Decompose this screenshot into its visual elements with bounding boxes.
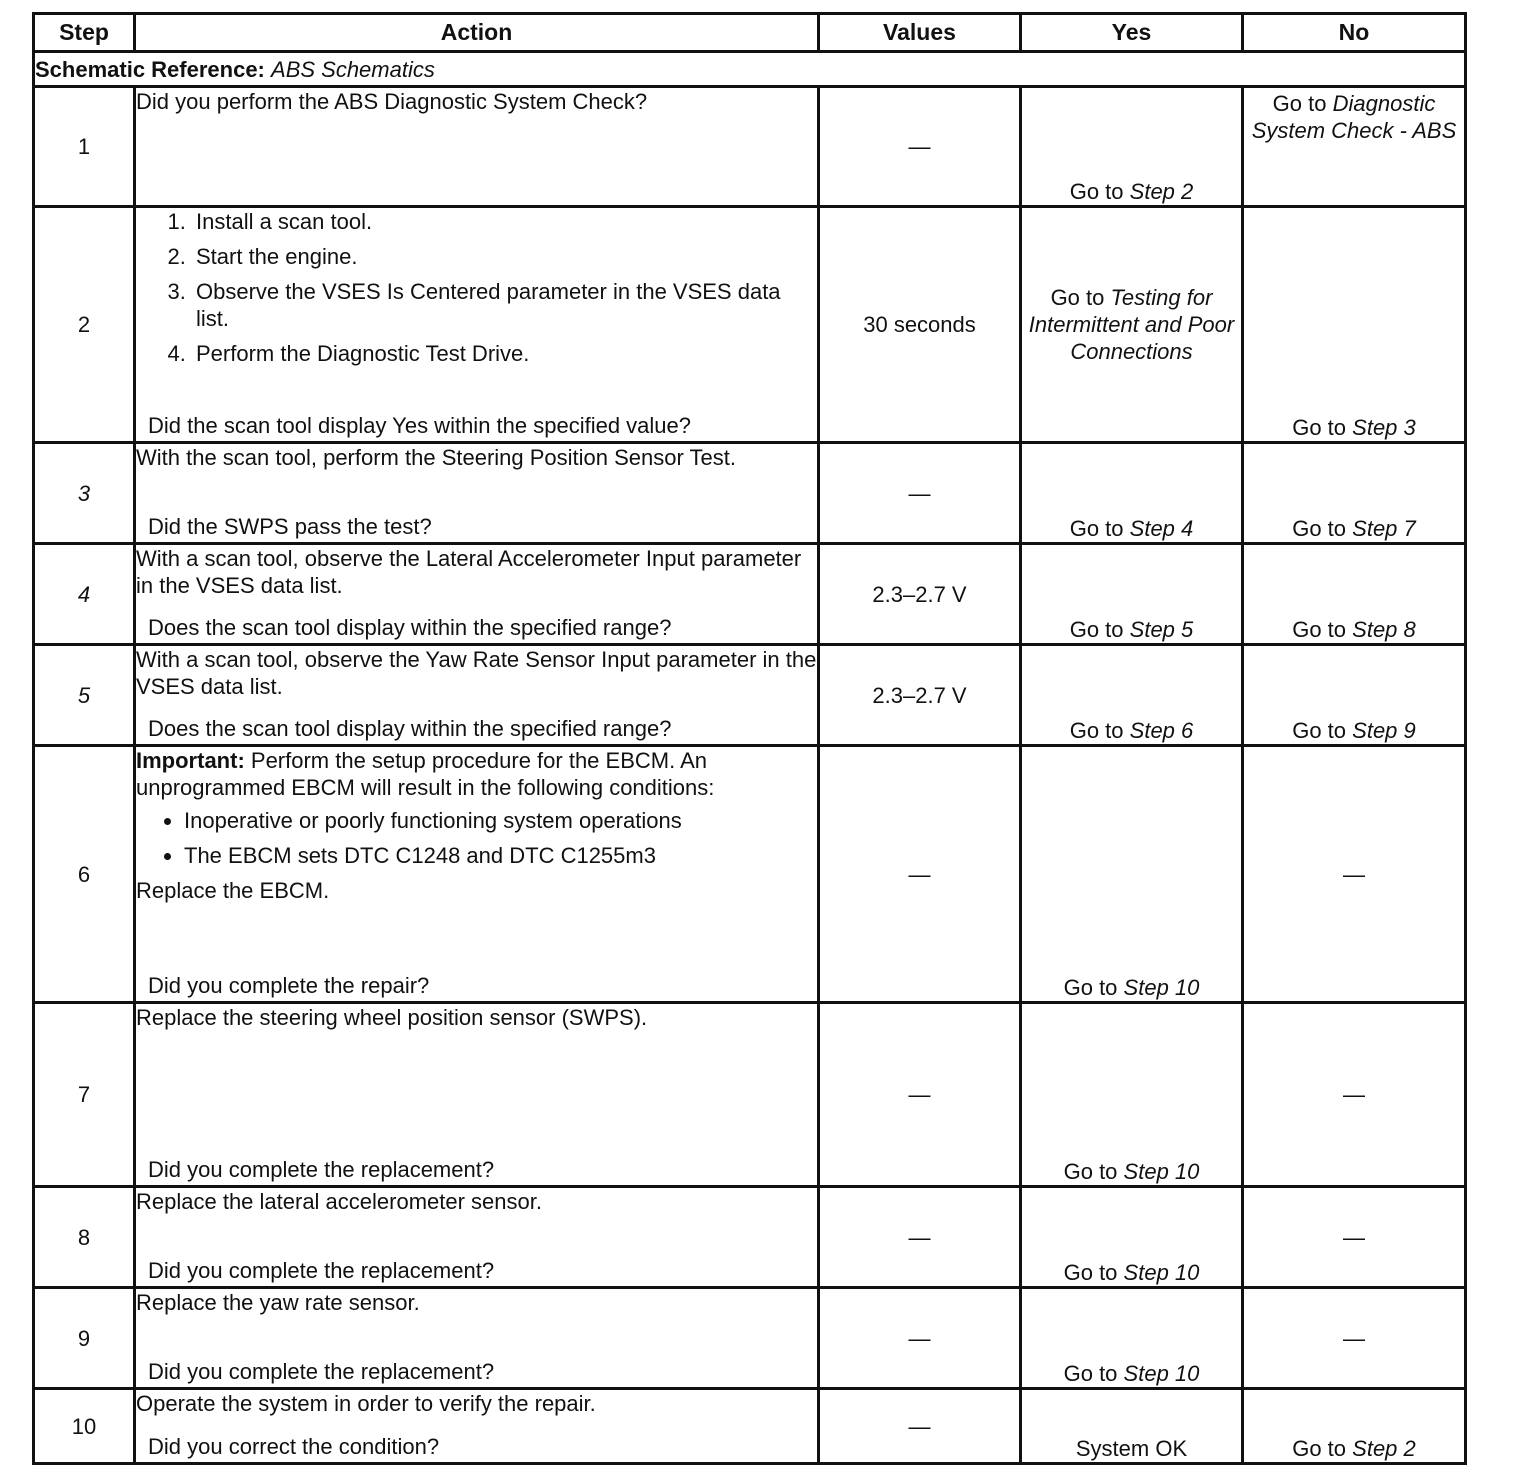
no-cell: — bbox=[1243, 746, 1466, 1003]
step-number: 3 bbox=[34, 443, 135, 544]
schematic-label: Schematic Reference: bbox=[35, 56, 265, 82]
goto-link[interactable]: Step 10 bbox=[1123, 1260, 1200, 1285]
no-cell bbox=[1243, 1389, 1466, 1464]
header-yes: Yes bbox=[1021, 14, 1243, 52]
goto-prefix: Go to bbox=[1069, 179, 1124, 204]
list-item: • The EBCM sets DTC C1248 and DTC C1255m3 bbox=[184, 842, 817, 869]
action-cell bbox=[135, 87, 819, 207]
action-text: With a scan tool, observe the Yaw Rate Sensor Input parameter in the VSES data list. bbox=[136, 647, 817, 699]
value-cell: 30 seconds bbox=[819, 207, 1021, 443]
action-cell bbox=[135, 1003, 819, 1187]
goto-prefix: Go to bbox=[1292, 415, 1347, 440]
step-number: 9 bbox=[34, 1288, 135, 1389]
header-action: Action bbox=[135, 14, 819, 52]
step-number: 6 bbox=[34, 746, 135, 1003]
action-text: With a scan tool, observe the Lateral Accelerometer Input parameter in the VSES data list. bbox=[136, 546, 802, 598]
step-number: 5 bbox=[34, 645, 135, 746]
table-row bbox=[34, 87, 1466, 207]
important-text: Perform the setup procedure for the EBCM. An unprogrammed EBCM will result in the following conditions: bbox=[136, 748, 715, 800]
action-cell bbox=[135, 645, 819, 746]
no-cell: — bbox=[1243, 1288, 1466, 1389]
action-text: Replace the lateral accelerometer sensor. bbox=[136, 1189, 542, 1214]
value-cell: — bbox=[819, 1187, 1021, 1288]
list-item: 4. Perform the Diagnostic Test Drive. bbox=[192, 340, 817, 367]
yes-cell bbox=[1021, 746, 1243, 1003]
list-item: 2. Start the engine. bbox=[192, 243, 817, 270]
table-row bbox=[34, 1187, 1466, 1288]
goto-prefix: Go to bbox=[1292, 516, 1347, 541]
action-cell bbox=[135, 544, 819, 645]
goto-link[interactable]: Step 10 bbox=[1123, 1361, 1200, 1386]
goto-prefix: Go to bbox=[1292, 1436, 1347, 1461]
goto-prefix: Go to bbox=[1292, 718, 1347, 743]
action-text: Replace the yaw rate sensor. bbox=[136, 1290, 420, 1315]
value-cell: 2.3–2.7 V bbox=[819, 645, 1021, 746]
step-number: 4 bbox=[34, 544, 135, 645]
header-row bbox=[34, 14, 1466, 52]
action-text: Replace the EBCM. bbox=[136, 878, 330, 903]
action-cell bbox=[135, 1288, 819, 1389]
schematic-link[interactable]: ABS Schematics bbox=[271, 56, 435, 82]
table-row bbox=[34, 207, 1466, 443]
action-question: Did you complete the replacement? bbox=[148, 1258, 495, 1283]
goto-link[interactable]: Step 7 bbox=[1352, 516, 1416, 541]
list-item: 3. Observe the VSES Is Centered parameter in the VSES data list. bbox=[192, 278, 817, 332]
action-question: Did you complete the repair? bbox=[148, 973, 430, 998]
step-number: 10 bbox=[34, 1389, 135, 1464]
yes-cell bbox=[1021, 645, 1243, 746]
goto-prefix: Go to bbox=[1272, 91, 1327, 116]
header-no: No bbox=[1243, 14, 1466, 52]
goto-prefix: Go to bbox=[1069, 617, 1124, 642]
action-cell bbox=[135, 746, 819, 1003]
no-cell bbox=[1243, 207, 1466, 443]
yes-cell bbox=[1021, 544, 1243, 645]
goto-link[interactable]: Step 2 bbox=[1129, 179, 1194, 204]
step-number: 1 bbox=[34, 87, 135, 207]
yes-cell bbox=[1021, 87, 1243, 207]
action-text: Replace the steering wheel position sensor (SWPS). bbox=[136, 1005, 648, 1030]
table-row bbox=[34, 544, 1466, 645]
schematic-row bbox=[34, 52, 1466, 87]
table-row bbox=[34, 1288, 1466, 1389]
header-values: Values bbox=[819, 14, 1021, 52]
goto-prefix: Go to bbox=[1063, 1361, 1118, 1386]
action-cell bbox=[135, 1389, 819, 1464]
yes-cell: System OK bbox=[1021, 1389, 1243, 1464]
table-row bbox=[34, 443, 1466, 544]
header-step: Step bbox=[34, 14, 135, 52]
table-row bbox=[34, 645, 1466, 746]
yes-cell bbox=[1021, 1187, 1243, 1288]
no-cell bbox=[1243, 443, 1466, 544]
step-number: 8 bbox=[34, 1187, 135, 1288]
yes-cell bbox=[1021, 1288, 1243, 1389]
action-question: Did you complete the replacement? bbox=[148, 1359, 495, 1384]
no-cell bbox=[1243, 87, 1466, 207]
action-text: Did you perform the ABS Diagnostic System Check? bbox=[136, 89, 648, 114]
action-question: Did the scan tool display Yes within the specified value? bbox=[148, 413, 692, 438]
action-cell bbox=[135, 207, 819, 443]
step-number: 7 bbox=[34, 1003, 135, 1187]
important-note bbox=[136, 747, 817, 801]
action-cell bbox=[135, 1187, 819, 1288]
goto-link[interactable]: Step 2 bbox=[1352, 1436, 1416, 1461]
goto-link[interactable]: Step 4 bbox=[1129, 516, 1194, 541]
list-item: 1. Install a scan tool. bbox=[192, 208, 817, 235]
goto-prefix: Go to bbox=[1292, 617, 1347, 642]
yes-cell bbox=[1021, 207, 1243, 443]
no-cell: — bbox=[1243, 1003, 1466, 1187]
action-cell bbox=[135, 443, 819, 544]
action-question: Does the scan tool display within the specified range? bbox=[148, 716, 672, 741]
value-cell: — bbox=[819, 443, 1021, 544]
action-question: Did you complete the replacement? bbox=[148, 1157, 495, 1182]
goto-prefix: Go to bbox=[1069, 516, 1124, 541]
value-cell: — bbox=[819, 1288, 1021, 1389]
action-text: With the scan tool, perform the Steering Position Sensor Test. bbox=[136, 445, 737, 470]
step-number: 2 bbox=[34, 207, 135, 443]
goto-link[interactable]: Diagnostic System Check - ABS bbox=[1251, 91, 1457, 143]
goto-link[interactable]: Step 9 bbox=[1352, 718, 1416, 743]
goto-link[interactable]: Step 8 bbox=[1352, 617, 1416, 642]
procedure-list bbox=[136, 208, 817, 367]
goto-link[interactable]: Step 5 bbox=[1129, 617, 1194, 642]
goto-link[interactable]: Testing for Intermittent and Poor Connections bbox=[1028, 285, 1235, 364]
important-label: Important: bbox=[136, 748, 245, 773]
value-cell: 2.3–2.7 V bbox=[819, 544, 1021, 645]
goto-prefix: Go to bbox=[1063, 1159, 1118, 1184]
no-cell bbox=[1243, 544, 1466, 645]
list-item: • Inoperative or poorly functioning system operations bbox=[184, 807, 817, 834]
schematic-reference bbox=[34, 52, 1466, 87]
no-cell bbox=[1243, 645, 1466, 746]
goto-link[interactable]: Step 10 bbox=[1123, 975, 1200, 1000]
goto-prefix: Go to bbox=[1063, 975, 1118, 1000]
goto-link[interactable]: Step 10 bbox=[1123, 1159, 1200, 1184]
diagnostic-table bbox=[32, 12, 1467, 1465]
yes-cell bbox=[1021, 443, 1243, 544]
table-row bbox=[34, 1003, 1466, 1187]
goto-prefix: Go to bbox=[1069, 718, 1124, 743]
action-text: Operate the system in order to verify the repair. bbox=[136, 1391, 596, 1416]
no-cell: — bbox=[1243, 1187, 1466, 1288]
goto-link[interactable]: Step 3 bbox=[1352, 415, 1416, 440]
goto-prefix: Go to bbox=[1050, 285, 1105, 310]
value-cell: — bbox=[819, 1389, 1021, 1464]
table-row bbox=[34, 746, 1466, 1003]
value-cell: — bbox=[819, 1003, 1021, 1187]
value-cell: — bbox=[819, 746, 1021, 1003]
condition-list bbox=[136, 807, 817, 869]
action-question: Did you correct the condition? bbox=[148, 1434, 440, 1459]
goto-prefix: Go to bbox=[1063, 1260, 1118, 1285]
action-question: Did the SWPS pass the test? bbox=[148, 514, 432, 539]
goto-link[interactable]: Step 6 bbox=[1129, 718, 1194, 743]
action-question: Does the scan tool display within the specified range? bbox=[148, 615, 672, 640]
table-row bbox=[34, 1389, 1466, 1464]
value-cell: — bbox=[819, 87, 1021, 207]
yes-cell bbox=[1021, 1003, 1243, 1187]
